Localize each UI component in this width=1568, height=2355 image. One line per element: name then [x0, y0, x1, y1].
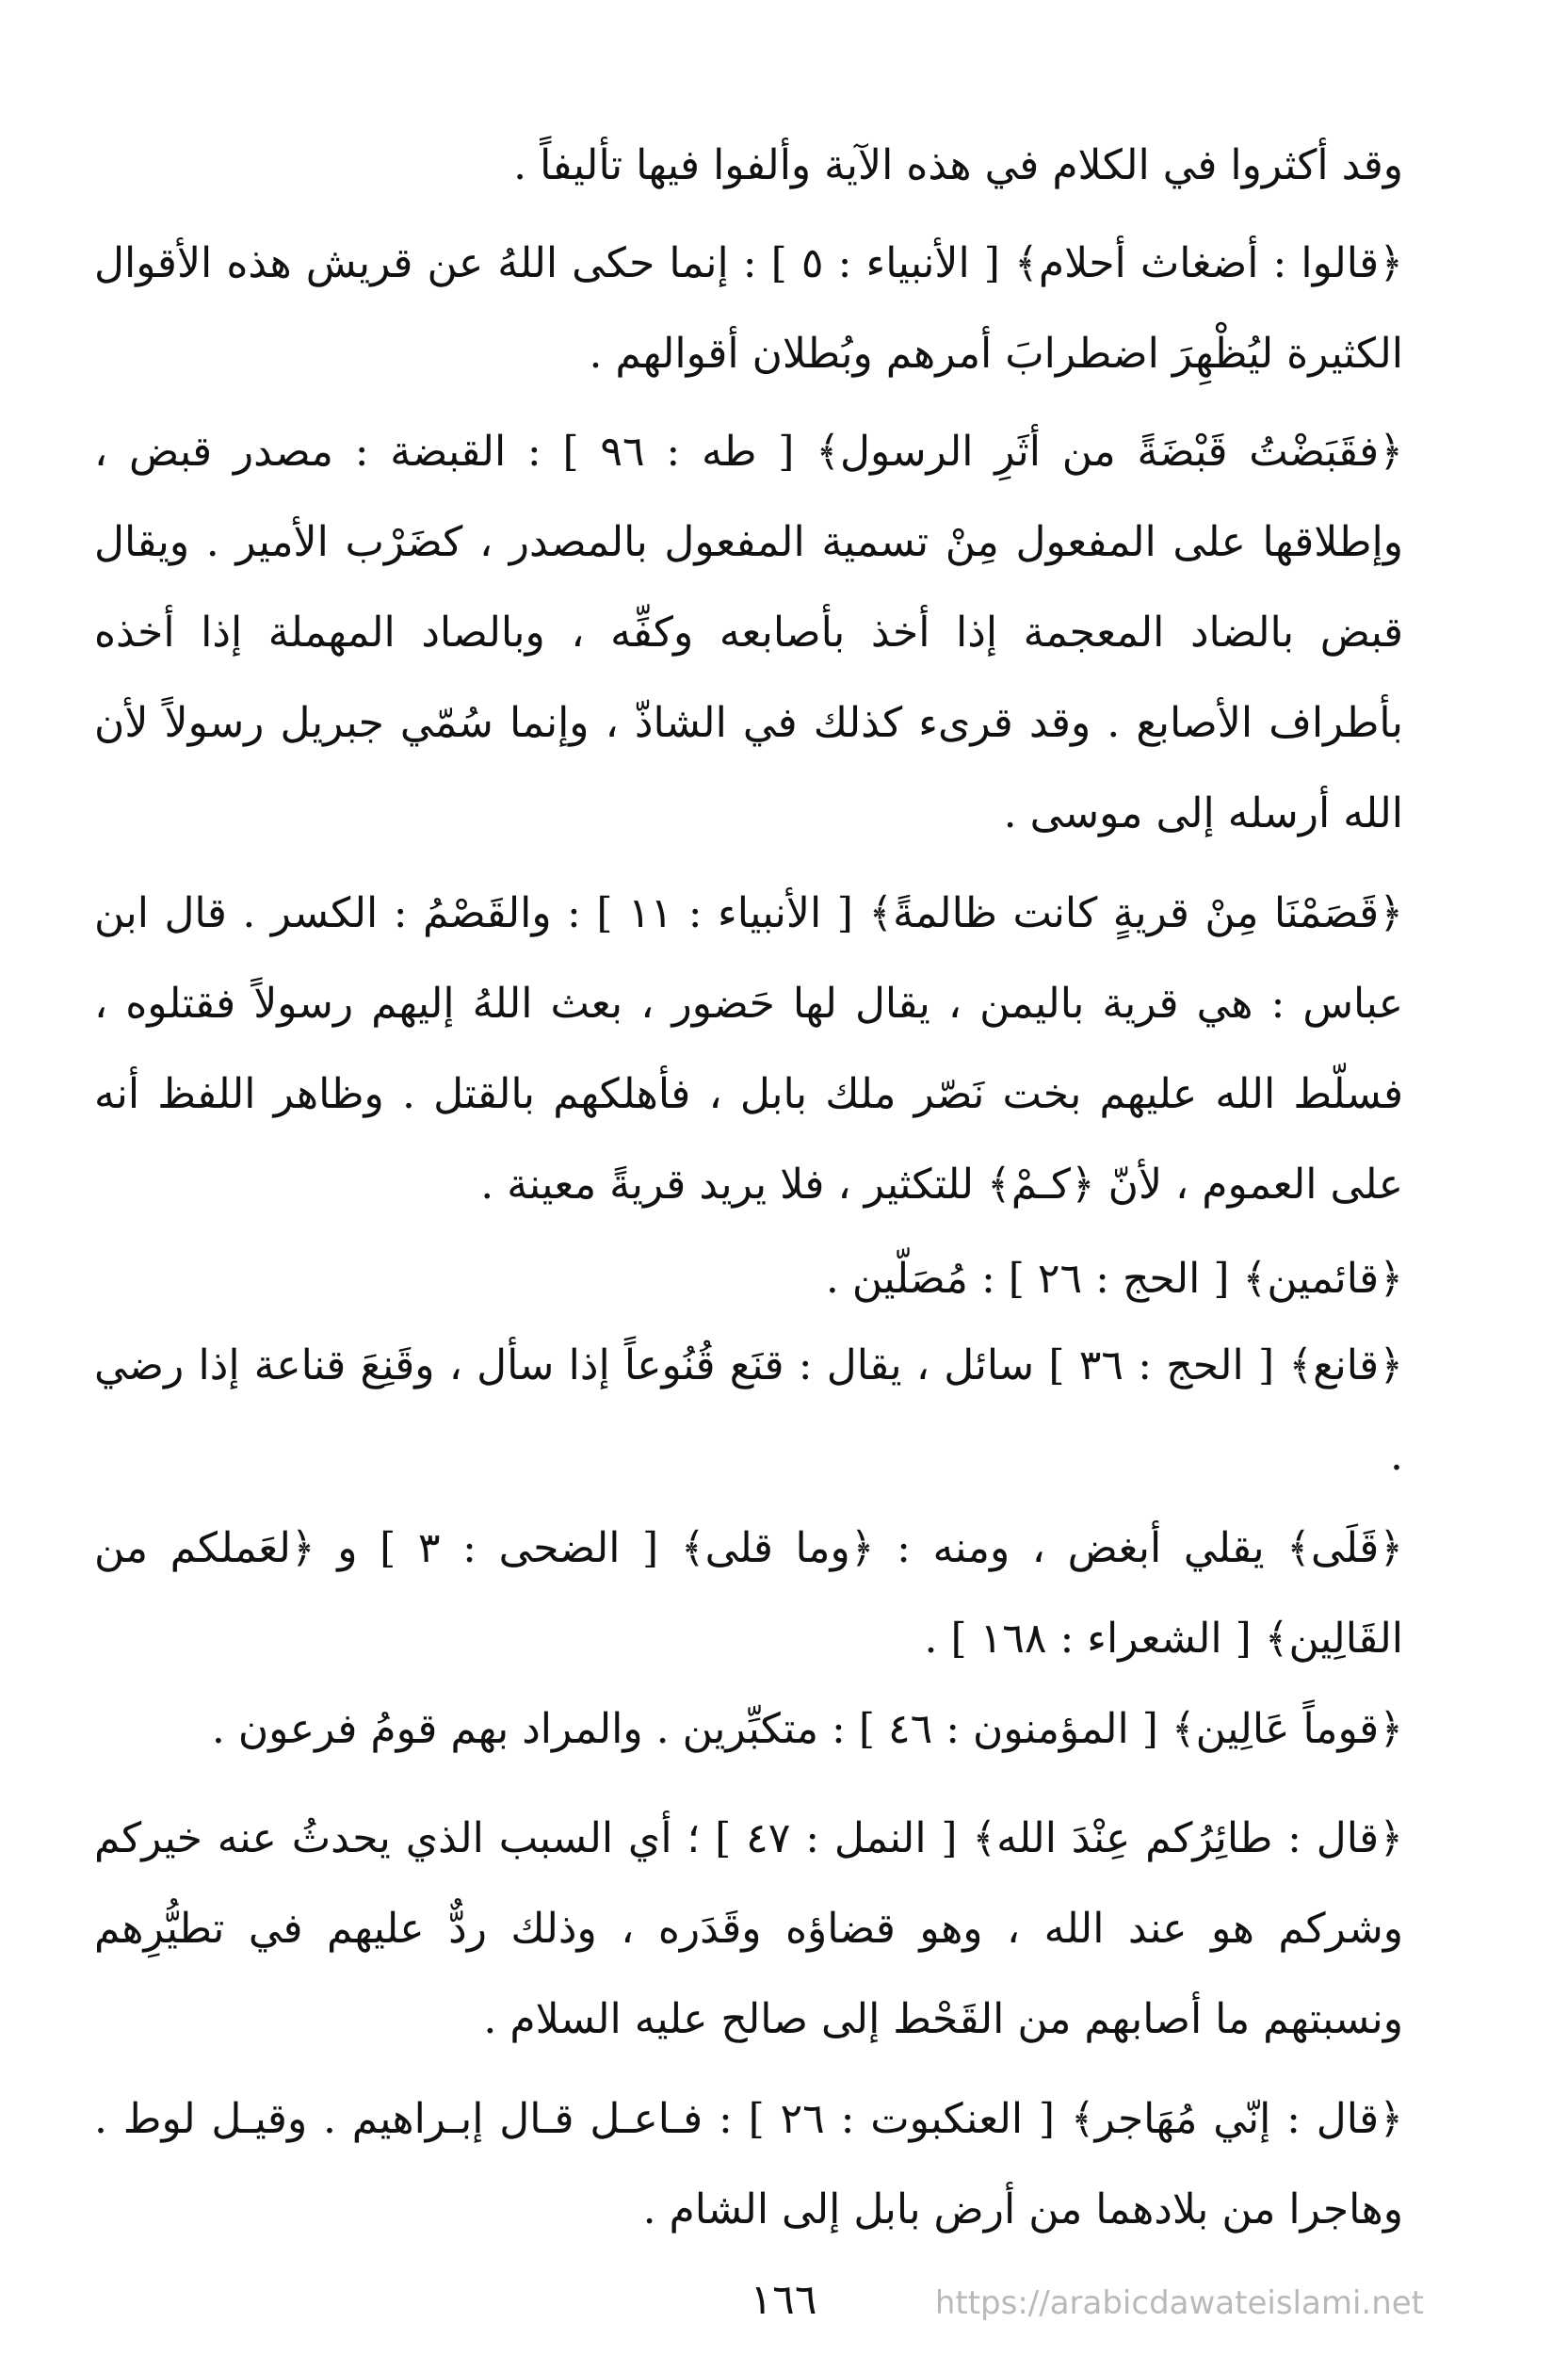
- paragraph-tairukum: ﴿قال : طائِرُكم عِنْدَ الله﴾ [ النمل : ٤٧ ] ؛ أي السبب الذي يحدثُ عنه خيركم وشركم هو عند الله ، وهو قضاؤه وقَدَره ، وذلك ردٌّ عليهم في تطيُّرِهم ونسبتهم ما أصابهم من القَحْط إلى صالح عليه السلام .: [94, 1814, 1403, 2043]
- paragraph-qawman-aalin: ﴿قوماً عَالِين﴾ [ المؤمنون : ٤٦ ] : متكبِّرين . والمراد بهم قومُ فرعون .: [211, 1705, 1403, 1753]
- paragraph-adghath-ahlam: ﴿قالوا : أضغاث أحلام﴾ [ الأنبياء : ٥ ] : إنما حكى اللهُ عن قريش هذه الأقوال الكثيرة ليُظْهِرَ اضطرابَ أمرهم وبُطلان أقوالهم .: [94, 239, 1404, 378]
- paragraph-intro: وقد أكثروا في الكلام في هذه الآية وألفوا فيها تأليفاً .: [513, 141, 1403, 189]
- watermark-url: https://arabicdawateislami.net: [934, 2284, 1424, 2322]
- paragraph-qasamna: ﴿قَصَمْنَا مِنْ قريةٍ كانت ظالمةً﴾ [ الأنبياء : ١١ ] : والقَصْمُ : الكسر . قال ابن عباس : هي قرية باليمن ، يقال لها حَضور ، بعث اللهُ إليهم رسولاً فقتلوه ، فسلّط الله عليهم بخت نَصّر ملك بابل ، فأهلكهم بالقتل . وظاهر اللفظ أنه على العموم ، لأنّ ﴿كـمْ﴾ للتكثير ، فلا يريد قريةً معينة .: [94, 889, 1403, 1209]
- paragraph-qani: ﴿قانع﴾ [ الحج : ٣٦ ] سائل ، يقال : قنَع قُنُوعاً إذا سأل ، وقَنِعَ قناعة إذا رضي .: [94, 1341, 1403, 1480]
- paragraph-muhajir: ﴿قال : إنّي مُهَاجر﴾ [ العنكبوت : ٢٦ ] : فـاعـل قـال إبـراهيم . وقيـل لوط . وهاجرا من بلادهما من أرض بابل إلى الشام .: [94, 2095, 1403, 2233]
- paragraph-qaimin: ﴿قائمين﴾ [ الحج : ٢٦ ] : مُصَلّين .: [825, 1255, 1403, 1303]
- page-number: ١٦٦: [750, 2276, 817, 2324]
- paragraph-qala: ﴿قَلَى﴾ يقلي أبغض ، ومنه : ﴿وما قلى﴾ [ الضحى : ٣ ] و ﴿لعَملكم من القَالِين﴾ [ الشعراء : ١٦٨ ] .: [94, 1524, 1404, 1663]
- paragraph-qabdah: ﴿فقَبَضْتُ قَبْضَةً من أثَرِ الرسول﴾ [ طه : ٩٦ ] : القبضة : مصدر قبض ، وإطلاقها على المفعول مِنْ تسمية المفعول بالمصدر ، كضَرْب الأمير . ويقال قبض بالضاد المعجمة إذا أخذ بأصابعه وكفِّه ، وبالصاد المهملة إذا أخذه بأطراف الأصابع . وقد قرىء كذلك في الشاذّ ، وإنما سُمّي جبريل رسولاً لأن الله أرسله إلى موسى .: [94, 428, 1403, 837]
